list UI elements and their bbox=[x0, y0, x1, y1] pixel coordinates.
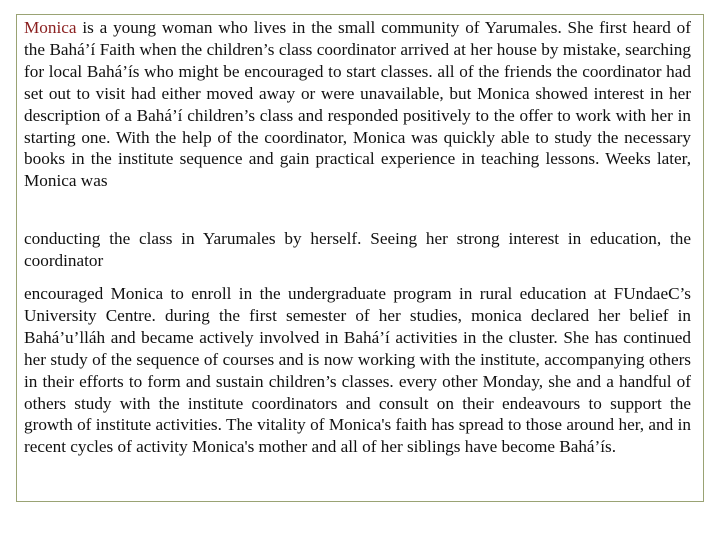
paragraph-1-text: is a young woman who lives in the small community of Yarumales. She first heard of the Bahá’í Faith when the children’s class coordinator arrived at her house by mistake, searching for local Bahá’ís who might be encouraged to start classes. all of the friends the coordinator had set out to visit had either moved away or were unavailable, but Monica showed interest in her description of a Bahá’í children’s class and responded positively to the offer to work with her in starting one. With the help of the coordinator, Monica was quickly able to study the necessary books in the institute sequence and gain practical experience in teaching lessons. Weeks later, Monica was bbox=[24, 18, 691, 191]
paragraph-1 bbox=[24, 17, 691, 192]
highlighted-name: Monica bbox=[24, 18, 77, 37]
paragraph-2: conducting the class in Yarumales by herself. Seeing her strong interest in education, the coordinator bbox=[24, 229, 691, 270]
paragraph-3: encouraged Monica to enroll in the undergraduate program in rural education at FUndaeC’s University Centre. during the first semester of her studies, monica declared her belief in Bahá’u’lláh and became actively involved in Bahá’í activities in the cluster. She has continued her study of the sequence of courses and is now working with the institute, accompanying others in their efforts to form and sustain children’s classes. every other Monday, she and a handful of others study with the institute coordinators and consult on their endeavours to support the growth of institute activities. The vitality of Monica's faith has spread to those around her, and in recent cycles of activity Monica's mother and all of her siblings have become Bahá’ís. bbox=[24, 284, 691, 457]
